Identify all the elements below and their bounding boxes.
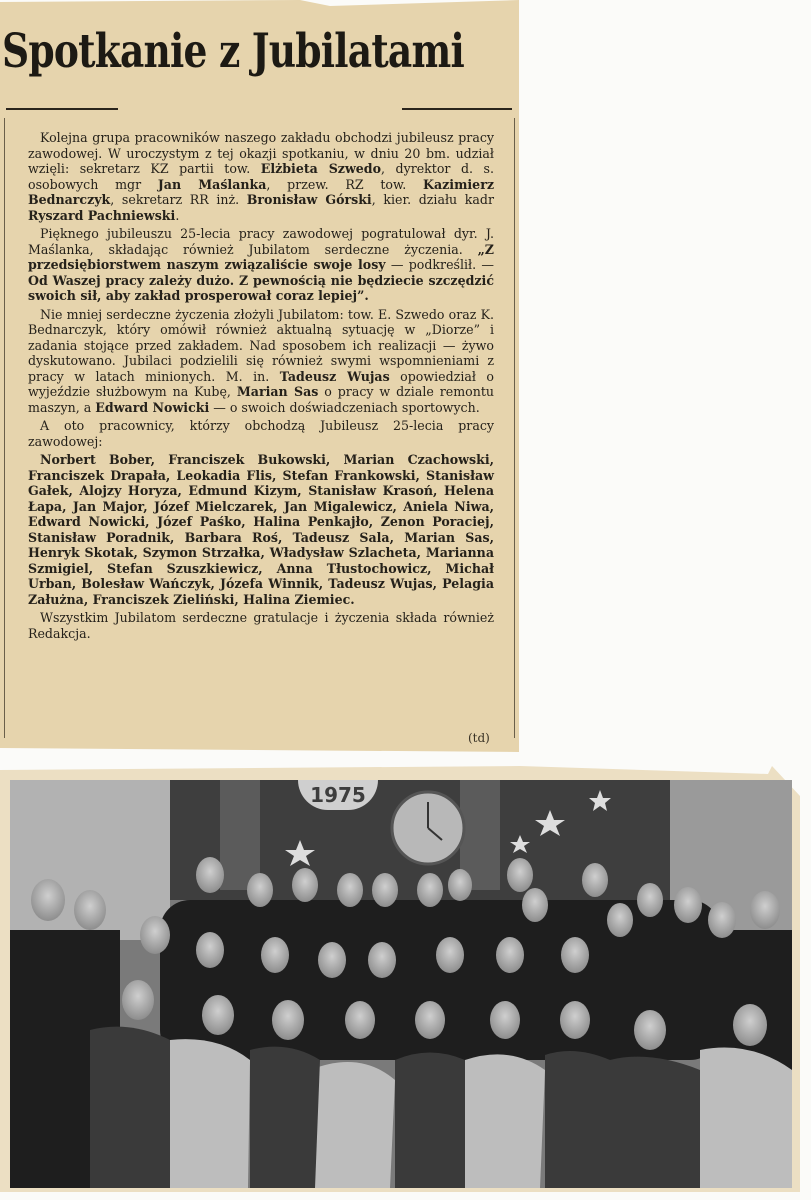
text-run: o pracy w dziale remontu maszyn, a bbox=[28, 384, 494, 415]
column-rule-right bbox=[514, 118, 515, 738]
group-photo bbox=[10, 780, 792, 1188]
text-run: , przew. RZ tow. bbox=[266, 176, 424, 192]
paragraph-4 bbox=[28, 418, 494, 449]
bold-name-run: Bronisław Górski bbox=[246, 192, 372, 207]
text-run: . bbox=[175, 207, 180, 223]
text-run: , sekretarz RR inż. bbox=[110, 192, 247, 207]
paragraph-3 bbox=[28, 307, 494, 416]
bold-name-run: Od Waszej pracy zależy dużo. Z pewnością nie będziecie szczędzić swoich sił, aby zakład prosperował coraz lepiej”. bbox=[28, 272, 494, 303]
text-run: , kier. działu kadr bbox=[371, 192, 494, 207]
bold-name-run: Tadeusz Wujas bbox=[279, 368, 390, 384]
bold-name-run: Ryszard Pachniewski bbox=[28, 207, 176, 223]
text-run: Nie mniej serdeczne życzenia złożyli Jubilatom: tow. E. Szwedo oraz K. Bednarczyk, który omówił również aktualną sytuację w „Diorze” i zadania stojące przed zakładem. Nad sposobem ich realizacji — żywo dyskutowano. Jubilaci podzielili się również swymi wspomnieniami z pracy w latach minionych. M. in. bbox=[28, 306, 494, 384]
paragraph-2 bbox=[28, 226, 494, 304]
bold-name-run: Kazimierz Bednarczyk bbox=[28, 176, 494, 207]
text-run: , dyrektor d. s. osobowych mgr bbox=[28, 161, 494, 192]
text-run: A oto pracownicy, którzy obchodzą Jubileusz 25-lecia pracy zawodowej: bbox=[28, 418, 494, 449]
year-sign: 1975 bbox=[298, 780, 378, 810]
paragraph-1 bbox=[28, 130, 494, 223]
rule-right bbox=[402, 108, 512, 110]
bold-name-run: Marian Sas bbox=[236, 384, 319, 399]
bold-name-run: Edward Nowicki bbox=[95, 399, 210, 415]
rule-left bbox=[6, 108, 118, 110]
article-body bbox=[28, 130, 494, 644]
bold-name-run: Norbert Bober, Franciszek Bukowski, Marian Czachowski, Franciszek Drapała, Leokadia Flis, Stefan Frankowski, Stanisław Gałek, Alojzy Horyza, Edmund Kizym, Stanisław Krasoń, Helena Łapa, Jan Major, Józef Mielczarek, Jan Migalewicz, Aniela Niwa, Edward Nowicki, Józef Paśko, Halina Penkajło, Zenon Poraciej, Stanisław Poradnik, Barbara Roś, Tadeusz Sala, Marian Sas, Henryk Skotak, Szymon Strzałka, Władysław Szlacheta, Marianna Szmigiel, Stefan Szuszkiewicz, Anna Tłustochowicz, Michał Urban, Bolesław Wańczyk, Józefa Winnik, Tadeusz Wujas, Pelagia Załużna, Franciszek Zieliński, Halina Ziemiec. bbox=[28, 452, 494, 607]
bold-name-run: „Z przedsiębiorstwem naszym związaliście swoje losy bbox=[28, 241, 494, 272]
text-run: Pięknego jubileuszu 25-lecia pracy zawodowej pogratulował dyr. J. Maślanka, składając również Jubilatom serdeczne życzenia. bbox=[28, 226, 494, 257]
bold-name-run: Jan Maślanka bbox=[157, 176, 267, 192]
paragraph-5-names bbox=[28, 452, 494, 607]
column-rule-left bbox=[4, 118, 5, 738]
text-run: — o swoich doświadczeniach sportowych. bbox=[209, 399, 480, 415]
text-run: Wszystkim Jubilatom serdeczne gratulacje i życzenia składa również Redakcja. bbox=[28, 610, 494, 641]
headline: Spotkanie z Jubilatami bbox=[2, 24, 464, 79]
bold-name-run: Elżbieta Szwedo bbox=[260, 161, 382, 176]
text-run: — podkreślił. — bbox=[385, 257, 494, 272]
group-photo-image bbox=[10, 780, 792, 1188]
paragraph-6 bbox=[28, 610, 494, 641]
author-signature: (td) bbox=[468, 731, 490, 745]
text-run: Kolejna grupa pracowników naszego zakładu obchodzi jubileusz pracy zawodowej. W uroczystym z tej okazji spotkaniu, w dniu 20 bm. udział wzięli: sekretarz KZ partii tow. bbox=[28, 130, 494, 176]
text-run: opowiedział o wyjeździe służbowym na Kubę, bbox=[28, 368, 494, 399]
